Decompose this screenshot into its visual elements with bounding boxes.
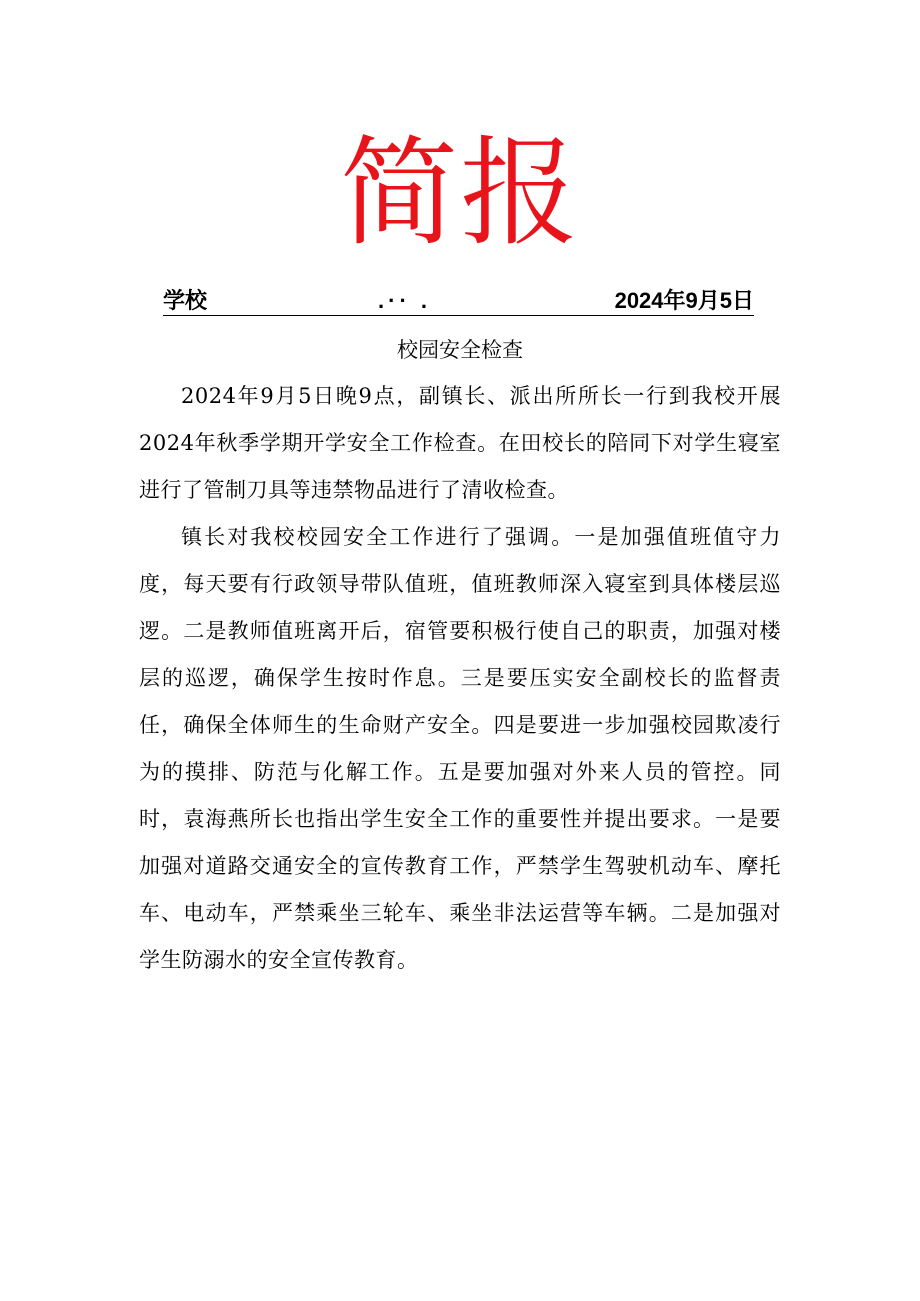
paragraph: 2024年9月5日晚9点，副镇长、派出所所长一行到我校开展2024年秋季学期开学安全工作检查。在田校长的陪同下对学生寝室进行了管制刀具等违禁物品进行了清收检查。 [139,384,781,502]
article-body [139,373,781,984]
article-title: 校园安全检查 [397,338,523,362]
school-label: 学校 [163,288,208,313]
paragraph: 镇长对我校校园安全工作进行了强调。一是加强值班值守力度，每天要有行政领导带队值班，值班教师深入寝室到具体楼层巡逻。二是教师值班离开后，宿管要积极行使自己的职责，加强对楼层的巡逻，确保学生按时作息。三是要压实安全副校长的监督责任，确保全体师生的生命财产安全。四是要进一步加强校园欺凌行为的摸排、防范与化解工作。五是要加强对外来人员的管控。同时，袁海燕所长也指出学生安全工作的重要性并提出要求。一是要加强对道路交通安全的宣传教育工作，严禁学生驾驶机动车、摩托车、电动车，严禁乘坐三轮车、乘坐非法运营等车辆。二是加强对学生防溺水的安全宣传教育。 [139,525,781,972]
header-dots: .·· . [378,288,431,313]
issue-date: 2024年9月5日 [614,288,754,313]
masthead-title: 简报 [339,124,580,262]
document-header [163,287,754,316]
